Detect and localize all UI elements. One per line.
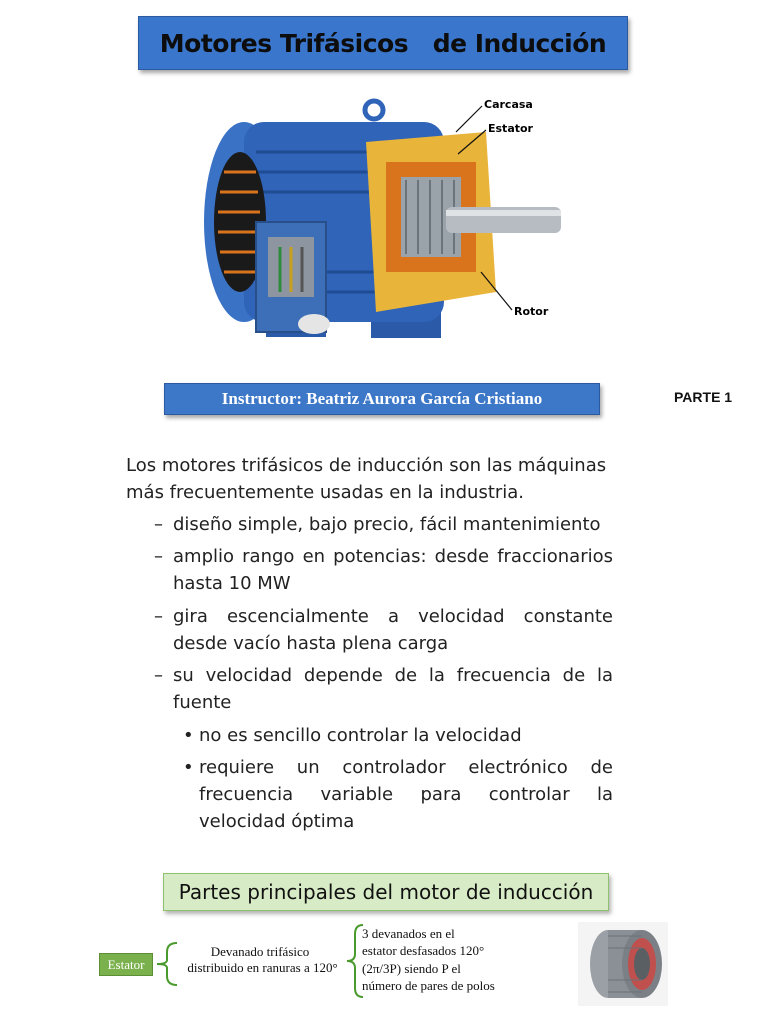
section-banner [163,873,609,911]
note-line-2: estator desfasados 120° [362,943,485,958]
estator-tag: Estator [99,953,153,976]
motor-cutaway-image [196,92,576,348]
label-rotor: Rotor [514,305,549,318]
bullet-4-line-1: su velocidad depende de la frecuencia de la [173,665,613,686]
winding-line-2: distribuido en ranuras a 120° [187,960,338,975]
sub-bullet-1: no es sencillo controlar la velocidad [199,725,522,746]
dash-1: – [154,514,163,535]
sub-bullet-2-line-1: requiere un controlador electrónico de [199,757,613,778]
sub-bullet-2-line-2: frecuencia variable para controlar la [199,784,613,805]
bullet-2-line-2: hasta 10 MW [173,573,291,594]
intro-line-1: Los motores trifásicos de inducción son las máquinas [126,455,607,476]
stator-image [578,922,668,1006]
bullet-3-line-2: desde vacío hasta plena carga [173,633,449,654]
section-title: Partes principales del motor de inducción [178,880,594,904]
dash-3: – [154,606,163,627]
intro-line-2: más frecuentemente usadas en la industria. [126,482,525,503]
dot-1: • [183,725,194,746]
instructor-name: Instructor: Beatriz Aurora García Cristiano [221,389,543,408]
label-estator: Estator [488,122,533,135]
bullet-2-line-1: amplio rango en potencias: desde fraccionarios [173,546,613,567]
winding-line-1: Devanado trifásico [210,944,310,959]
dot-2: • [183,757,194,778]
note-line-4: número de pares de polos [362,978,495,993]
part-label: PARTE 1 [674,389,733,405]
bullet-4-line-2: fuente [173,692,232,713]
sub-bullet-2-line-3: velocidad óptima [199,811,355,832]
dash-4: – [154,665,163,686]
bullet-1: diseño simple, bajo precio, fácil mantenimiento [173,514,601,535]
bullet-3-line-1: gira escencialmente a velocidad constante [173,606,613,627]
note-line-1: 3 devanados en el [362,926,455,941]
label-carcasa: Carcasa [484,98,533,111]
dash-2: – [154,546,163,567]
note-line-3: (2π/3P) siendo P el [362,961,461,976]
page-title: Motores Trifásicos de Inducción [159,28,607,58]
title-banner [138,16,628,70]
instructor-banner [164,383,600,415]
